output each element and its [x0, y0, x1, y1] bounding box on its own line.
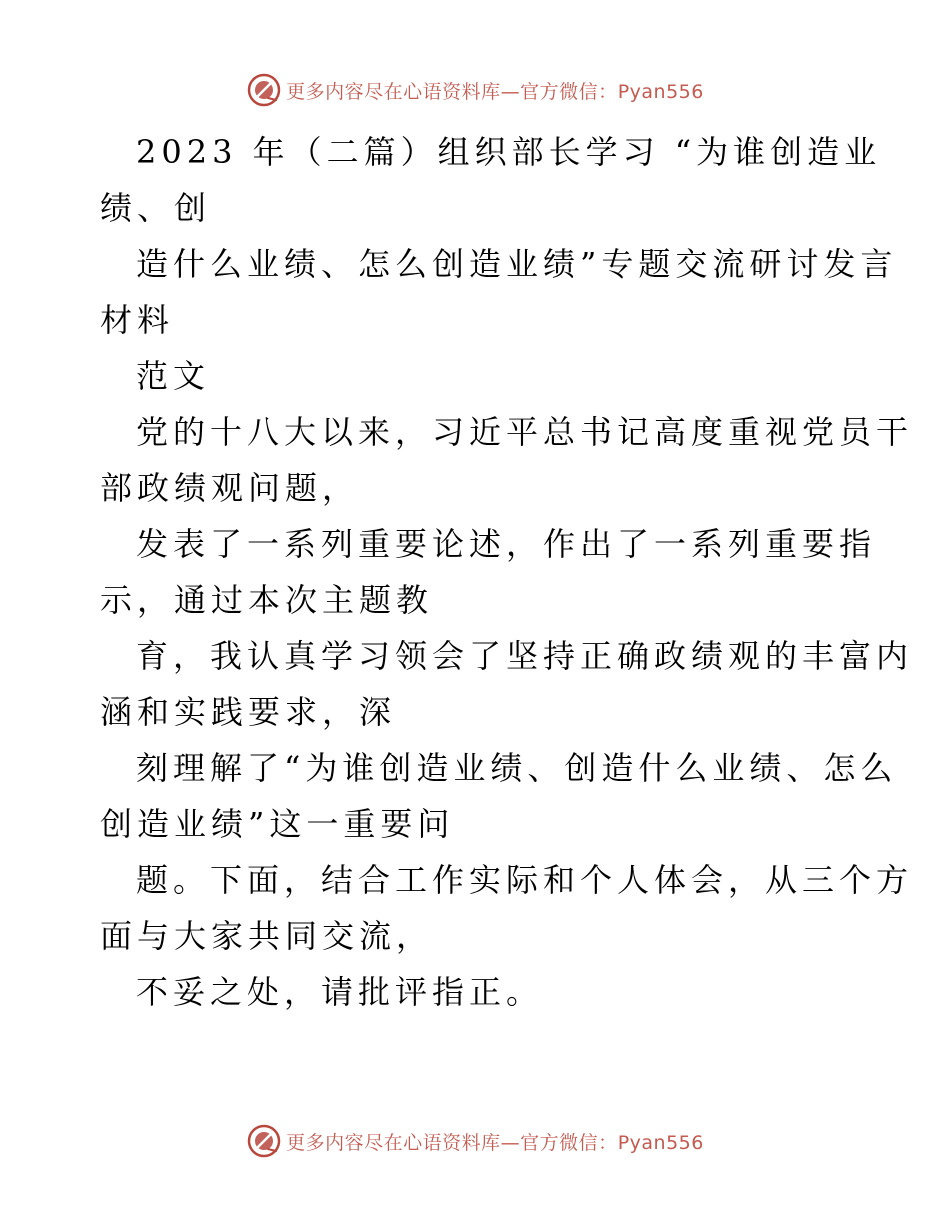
paragraph-line: 部政绩观问题，: [100, 469, 360, 507]
title-line-3: 造什么业绩、怎么创造业绩”专题交流研讨发言: [136, 245, 898, 283]
paragraph-line: 示，通过本次主题教: [100, 581, 434, 619]
watermark-text: 更多内容尽在心语资料库—官方微信：Pyan556: [286, 80, 704, 103]
paragraph-line: 发表了一系列重要论述，作出了一系列重要指: [136, 525, 877, 563]
paragraph-line: 面与大家共同交流，: [100, 917, 434, 955]
watermark-text: 更多内容尽在心语资料库—官方微信：Pyan556: [286, 1131, 704, 1154]
paragraph-line: 涵和实践要求，深: [100, 693, 397, 731]
paragraph-line: 党的十八大以来，习近平总书记高度重视党员干: [136, 413, 914, 451]
document-body: [100, 124, 914, 1020]
seal-logo-icon: [246, 72, 282, 108]
footer-watermark: [0, 1121, 950, 1161]
title-line-2: 绩、创: [100, 189, 212, 227]
paragraph-line: 题。下面，结合工作实际和个人体会，从三个方: [136, 861, 914, 899]
paragraph-line: 育，我认真学习领会了坚持正确政绩观的丰富内: [136, 637, 914, 675]
title-line-4: 材料: [100, 301, 175, 339]
subtitle-line: 范文: [136, 357, 211, 395]
title-line-1: 2023 年（二篇）组织部长学习 “为谁创造业: [136, 133, 882, 171]
paragraph-line: 刻理解了“为谁创造业绩、创造什么业绩、怎么: [136, 749, 898, 787]
paragraph-line: 创造业绩”这一重要问: [100, 805, 455, 843]
seal-logo-icon: [246, 1123, 282, 1159]
header-watermark: [0, 70, 950, 110]
paragraph-line: 不妥之处，请批评指正。: [136, 973, 544, 1011]
